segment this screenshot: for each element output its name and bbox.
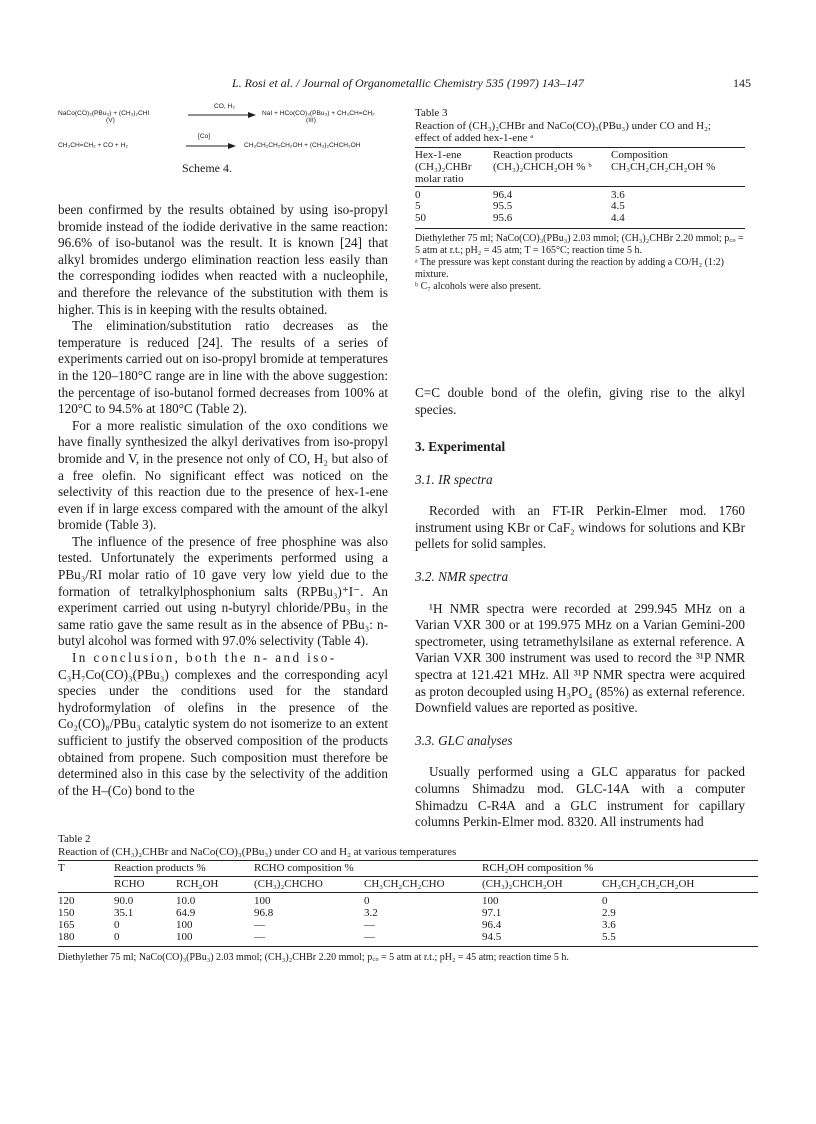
scheme-eq1-arrow-label: CO, H₂ [214, 103, 235, 110]
table-3-footnote-a: ᵃ The pressure was kept constant during the reaction by adding a CO/H₂ (1:2) mixture. [415, 257, 725, 280]
running-head: L. Rosi et al. / Journal of Organometallic Chemistry 535 (1997) 143–147 [232, 76, 584, 90]
table-2-subheader: (CH₃)₂CHCHO [254, 877, 364, 893]
section-heading-experimental: 3. Experimental [415, 439, 506, 454]
table-2-subheader: CH₃CH₂CH₂CHO [364, 877, 482, 893]
table-2-header-t: T [58, 862, 65, 875]
table-2-title: Table 2 [58, 833, 91, 845]
left-paragraph-5-rest: C₃H₇Co(CO)₃(PBu₃) complexes and the corresponding acyl species under the conditions used for the standard hydroformylation of olefins in the presence of the Co₂(CO)₈/PBu₃ catalytic system do not isomerize to an extent sufficient to justify the observed composition of the products obtained from propene. Such composition must therefore be determined also in this case by the selectivity of the addition of the H–(Co) bond to the [58, 666, 388, 798]
table-3-footnote-conditions: Diethylether 75 ml; NaCo(CO)₃(PBu₃) 2.03 mmol; (CH₃)₂CHBr 2.20 mmol; p꜀ₒ = 5 atm at r.t.; pH₂ = 45 atm; T = 165°C; reaction time 5 h. [415, 233, 744, 256]
table-2-header-rcho-composition: RCHO composition % [254, 862, 354, 874]
left-column [58, 202, 388, 799]
table-2-grid [58, 860, 758, 947]
paragraph-nmr: ¹H NMR spectra were recorded at 299.945 MHz on a Varian VXR 300 or at 199.975 MHz on a Varian Gemini-200 spectrometer, using tetramethylsilane as external reference. A Varian VXR 300 instrument was used to record the ³¹P NMR spectra at 121.421 MHz. All ³¹P NMR spectra were acquired as proton decoupled using H₃PO₄ (85%) as external reference. Downfield values are reported as positive. [415, 600, 745, 716]
scheme-eq2-arrow-label: [Co] [198, 133, 211, 140]
left-paragraph-5-line1: In conclusion, both the n- and iso- [72, 650, 337, 666]
table-2-footnote: Diethylether 75 ml; NaCo(CO)₃(PBu₃) 2.03 mmol; (CH₃)₂CHBr 2.20 mmol; p꜀ₒ = 5 atm at r.t.; pH₂ = 45 atm; reaction time 5 h. [58, 952, 569, 963]
scheme-eq1-left: NaCo(CO)₃(PBu₃) + (CH₃)₂CHI [58, 110, 150, 117]
table-row: 0 96.4 3.6 [415, 188, 625, 201]
table-3-header-composition: Composition CH₃CH₂CH₂CH₂OH % [611, 148, 716, 173]
table-3 [415, 107, 745, 293]
scheme-eq1-right-label: (III) [306, 117, 316, 124]
table-2-subheader: RCHO [114, 877, 176, 893]
table-3-caption-line2: effect of added hex-1-ene ᵃ [415, 132, 534, 144]
page-number: 145 [733, 76, 751, 90]
table-3-title: Table 3 [415, 107, 448, 119]
table-3-caption-line1: Reaction of (CH₃)₂CHBr and NaCo(CO)₃(PBu₃) under CO and H₂; [415, 119, 711, 132]
table-2-header-rch2oh-composition: RCH₂OH composition % [482, 862, 594, 874]
table-row: 165 0 100 — — 96.4 3.6 [58, 919, 616, 931]
right-column [415, 423, 745, 831]
table-row: 120 90.0 10.0 100 0 100 0 [58, 895, 608, 907]
table-row: 150 35.1 64.9 96.8 3.2 97.1 2.9 [58, 907, 616, 919]
scheme-eq2-arrow [186, 142, 236, 150]
left-paragraph-2: The elimination/substitution ratio decreases as the temperature is reduced [24]. The results of a series of experiments carried out on iso-propyl bromide at temperatures in the 120–180°C range are in line with the above suggestion: the percentage of iso-butanol formed decreases from 100% at 120°C to 94.5% at 180°C (Table 2). [58, 318, 388, 417]
paragraph-ir: Recorded with an FT-IR Perkin-Elmer mod. 1760 instrument using KBr or CaF₂ windows for solutions and KBr pellets for solid samples. [415, 503, 745, 552]
table-2-subheader: (CH₃)₂CHCH₂OH [482, 877, 602, 893]
subsection-heading-nmr: 3.2. NMR spectra [415, 568, 509, 584]
scheme-eq1-arrow [188, 111, 256, 119]
table-row: 180 0 100 — — 94.5 5.5 [58, 931, 758, 947]
scheme-eq2-left: CH₃CH=CH₂ + CO + H₂ [58, 142, 128, 149]
scheme-eq2-right: CH₃CH₂CH₂CH₂OH + (CH₃)₂CHCH₂OH [244, 142, 361, 149]
left-paragraph-1: been confirmed by the results obtained by using iso-propyl bromide instead of the iodide derivative in the same reaction: 96.6% of iso-butanol was the result. It is known [24] that alkyl bromides undergo elimination reaction less easily than the corresponding iodides when reacted with a nucleophile, and therefore the relevance of the substitution with them is higher. This is in keeping with the results obtained. [58, 202, 388, 317]
paragraph-glc: Usually performed using a GLC apparatus for packed columns Shimadzu mod. GLC-14A with a computer Shimadzu C-R4A and a GLC instrument for capillary columns Perkin-Elmer mod. 8320. All instruments had [415, 764, 745, 830]
left-paragraph-3: For a more realistic simulation of the oxo conditions we have finally synthesized the alkyl derivatives from iso-propyl bromide and V, in the presence not only of CO, H₂ but also of a free olefin. No significant effect was noticed on the selectivity of this reaction due to the presence of hex-1-ene even if in large excess compared with the amount of the alkyl bromide (Table 3). [58, 417, 388, 533]
left-paragraph-4: The influence of the presence of free phosphine was also tested. Unfortunately the experiments performed using a PBu₃/RI molar ratio of 10 gave very low yield due to the formation of tetralkylphosphonium salts (RPBu₃)⁺I⁻. An experiment carried out using n-butyryl chloride/PBu₃ in the same ratio gave the same result as in the absence of PBu₃: n-butyl alcohol was formed with 97.0% selectivity (Table 4). [58, 533, 388, 649]
subsection-heading-glc: 3.3. GLC analyses [415, 732, 513, 748]
table-3-grid [415, 147, 745, 230]
scheme-eq1-left-label: (V) [106, 117, 115, 124]
table-2-caption: Reaction of (CH₃)₂CHBr and NaCo(CO)₃(PBu₃) under CO and H₂ at various temperatures [58, 845, 457, 858]
scheme-eq1-right: NaI + HCo(CO)₃(PBu₃) + CH₃CH=CH₂ [262, 110, 375, 117]
table-3-header-products: Reaction products (CH₃)₂CHCH₂OH % ᵇ [493, 148, 592, 173]
table-3-footnote-b: ᵇ C₇ alcohols were also present. [415, 281, 541, 292]
scheme-caption: Scheme 4. [182, 161, 232, 175]
table-2-subheader: RCH₂OH [176, 877, 254, 893]
table-2 [58, 833, 758, 965]
table-2-subheader: CH₃CH₂CH₂CH₂OH [602, 877, 758, 893]
right-column-continuation [415, 385, 745, 418]
table-3-header-ratio: Hex-1-ene (CH₃)₂CHBr molar ratio [415, 148, 472, 185]
table-row: 50 95.6 4.4 [415, 213, 745, 229]
table-row: 5 95.5 4.5 [415, 200, 625, 212]
subsection-heading-ir: 3.1. IR spectra [415, 471, 493, 487]
table-2-header-reaction-products: Reaction products % [114, 862, 206, 874]
right-paragraph-continuation: C=C double bond of the olefin, giving rise to the alkyl species. [415, 385, 745, 417]
